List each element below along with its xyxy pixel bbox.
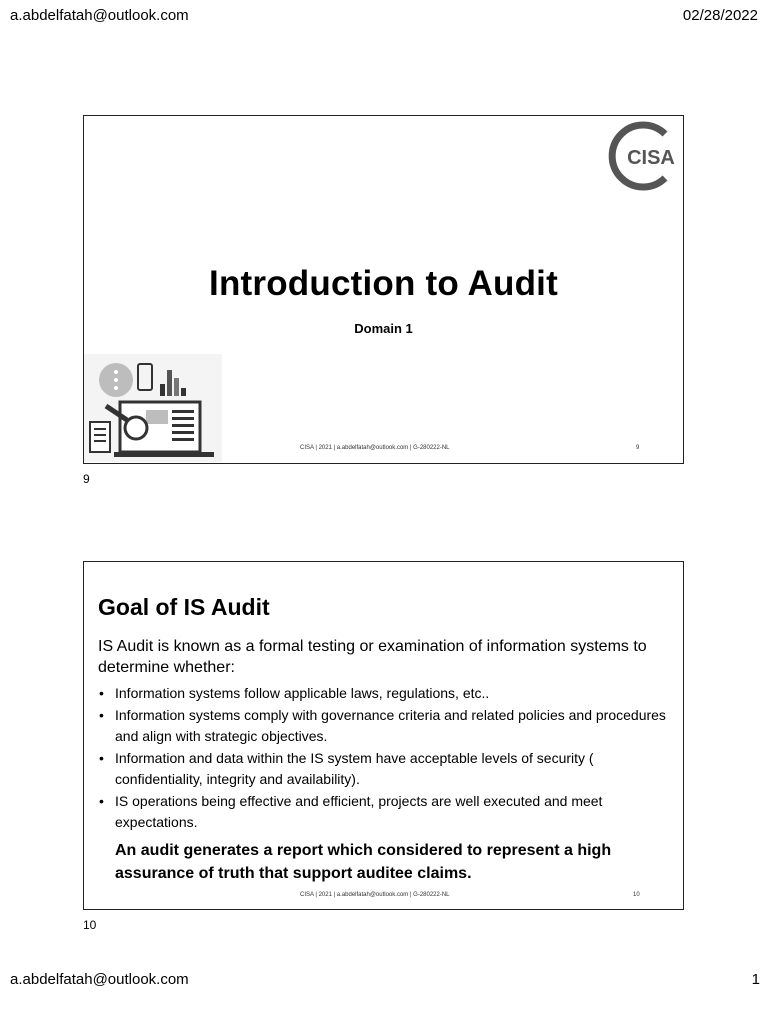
- slide-footer-number: 10: [633, 892, 640, 898]
- bullet-list: [98, 683, 673, 834]
- slide-goal-of-is-audit: [83, 561, 684, 910]
- slide-footer-text: CISA | 2021 | a.abdelfatah@outlook.com | G-280222-NL: [300, 445, 450, 451]
- footer-email: a.abdelfatah@outlook.com: [10, 971, 189, 988]
- slide-intro-text: IS Audit is known as a formal testing or examination of information systems to determine whether:: [98, 638, 647, 676]
- magnifier-icon: [125, 417, 147, 439]
- list-item: • Information and data within the IS system have acceptable levels of security ( confidentiality, integrity and availability).: [98, 748, 673, 791]
- slide-footer-number: 9: [636, 445, 640, 451]
- slide-number-label: 10: [83, 918, 97, 932]
- slide-subtitle: Domain 1: [354, 321, 413, 336]
- list-item: • Information systems comply with governance criteria and related policies and procedures and align with strategic objectives.: [98, 705, 673, 748]
- slide-number-label: 9: [83, 472, 90, 486]
- audit-illustration: [84, 354, 222, 462]
- clipboard-icon: [90, 422, 110, 452]
- slide-title: Introduction to Audit: [209, 264, 558, 303]
- slide-title: Goal of IS Audit: [98, 594, 270, 620]
- cisa-logo-text: CISA: [627, 147, 675, 169]
- list-item: • IS operations being effective and efficient, projects are well executed and meet expectations.: [98, 791, 673, 834]
- cisa-logo: [607, 120, 679, 192]
- page-number: 1: [751, 971, 760, 988]
- slide-conclusion: An audit generates a report which considered to represent a high assurance of truth that support auditee claims.: [115, 842, 612, 882]
- slide-footer-text: CISA | 2021 | a.abdelfatah@outlook.com | G-280222-NL: [300, 892, 450, 898]
- slide-introduction: [83, 115, 684, 464]
- bar-chart-icon: [181, 388, 186, 396]
- header-date: 02/28/2022: [682, 7, 758, 24]
- header-email: a.abdelfatah@outlook.com: [10, 7, 189, 24]
- list-item: • Information systems follow applicable laws, regulations, etc..: [98, 683, 673, 705]
